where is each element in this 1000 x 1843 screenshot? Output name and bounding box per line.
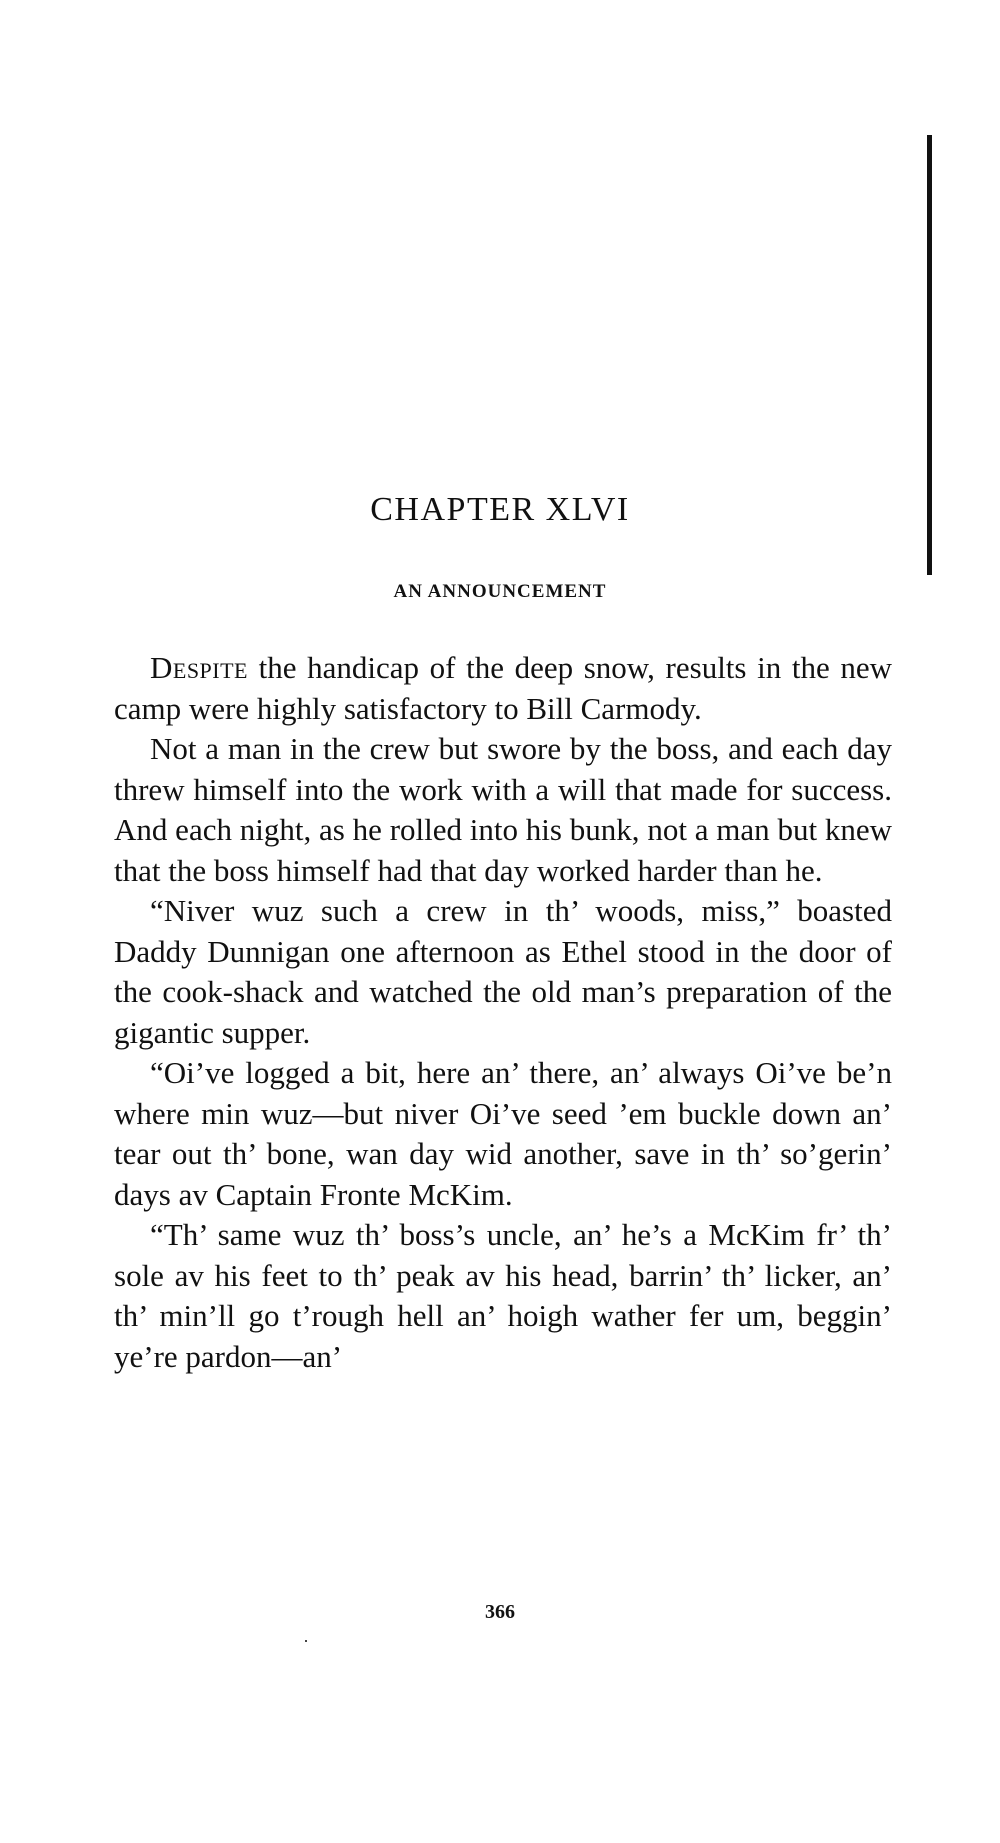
paragraph-text: the handicap of the deep snow, results in the new camp were highly satisfactory to Bill Carmody. xyxy=(114,650,892,726)
chapter-title: CHAPTER XLVI xyxy=(370,491,630,528)
paragraph: Not a man in the crew but swore by the boss, and each day threw himself into the work with a will that made for success. And each night, as he rolled into his bunk, not a man but knew that the boss himself had that day worked harder than he. xyxy=(114,731,892,888)
chapter-subtitle: AN ANNOUNCEMENT xyxy=(393,581,607,602)
paragraph: “Niver wuz such a crew in th’ woods, miss,” boasted Daddy Dunnigan one afternoon as Ethel stood in the door of the cook-shack and watched the old man’s preparation of the gigantic supper. xyxy=(114,893,892,1050)
print-speck xyxy=(305,1640,307,1642)
lead-word: Despite xyxy=(150,650,248,685)
paragraph: “Th’ same wuz th’ boss’s uncle, an’ he’s a McKim fr’ th’ sole av his feet to th’ peak av his head, barrin’ th’ licker, an’ th’ min’ll go t’rough hell an’ hoigh wather fer um, beggin’ ye’re pardon—an’ xyxy=(114,1217,892,1374)
chapter-body xyxy=(114,648,892,1377)
paragraph xyxy=(114,648,892,729)
page-number: 366 xyxy=(485,1601,515,1623)
paragraph: “Oi’ve logged a bit, here an’ there, an’ always Oi’ve be’n where min wuz—but niver Oi’ve seed ’em buckle down an’ tear out th’ bone, wan day wid another, save in th’ so’gerin’ days av Captain Fronte McKim. xyxy=(114,1055,892,1212)
